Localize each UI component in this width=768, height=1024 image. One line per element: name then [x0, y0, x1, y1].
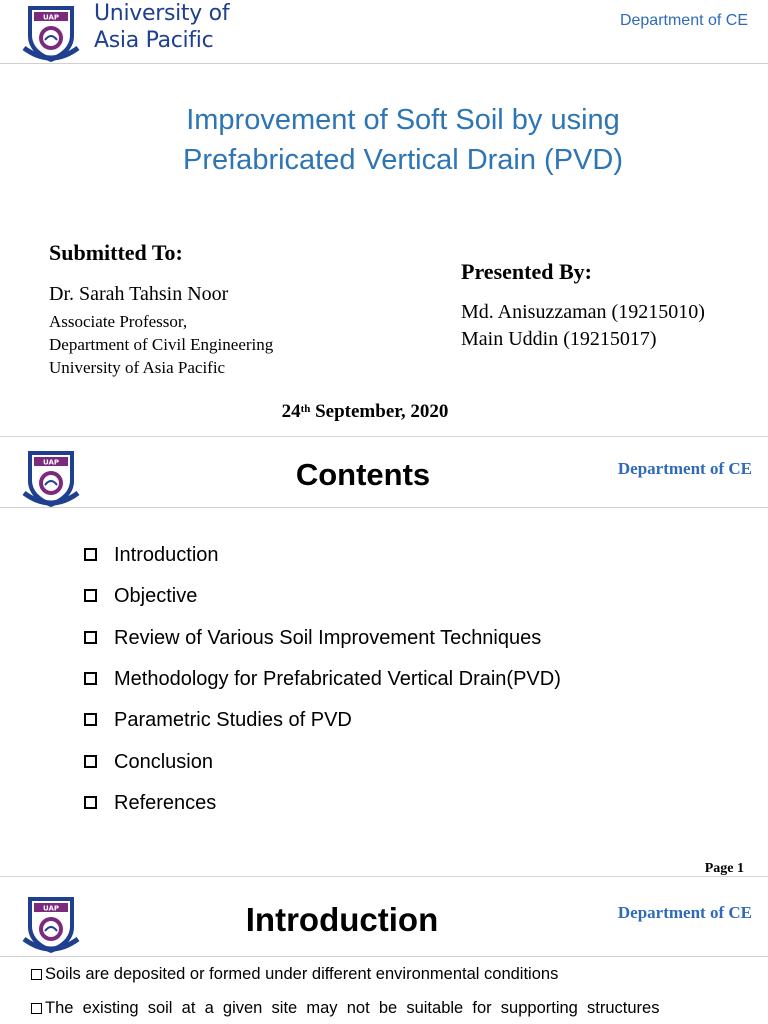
list-item	[84, 576, 561, 617]
checkbox-bullet-icon	[84, 672, 97, 685]
date-rest: September, 2020	[310, 401, 449, 422]
svg-text:UAP: UAP	[42, 13, 60, 22]
header-divider	[0, 956, 768, 957]
list-item	[84, 659, 561, 700]
university-name-line2: Asia Pacific	[94, 28, 214, 53]
introduction-heading: Introduction	[245, 901, 439, 938]
uap-logo-icon	[22, 2, 80, 64]
advisor-title: Associate Professor,	[49, 312, 188, 331]
checkbox-bullet-icon	[84, 796, 97, 809]
intro-bullet-text: Soils are deposited or formed under different environmental conditions	[45, 965, 559, 983]
contents-list	[84, 535, 561, 824]
presented-by-heading: Presented By:	[461, 259, 592, 284]
header-divider	[0, 507, 768, 508]
department-label: Department of CE	[617, 459, 752, 478]
checkbox-bullet-icon	[31, 969, 42, 980]
list-item	[84, 535, 561, 576]
contents-heading: Contents	[295, 457, 431, 492]
contents-slide	[0, 436, 768, 876]
list-item-label: References	[114, 791, 217, 814]
intro-bullet-2	[31, 999, 728, 1018]
introduction-slide	[0, 876, 768, 1024]
advisor-details	[49, 310, 273, 379]
list-item	[84, 700, 561, 741]
submitted-to-heading: Submitted To:	[49, 240, 183, 265]
presentation-title	[0, 100, 768, 180]
university-name	[94, 0, 229, 54]
list-item-label: Methodology for Prefabricated Vertical Drain(PVD)	[114, 668, 561, 691]
advisor-department: Department of Civil Engineering	[49, 335, 274, 354]
advisor-university: University of Asia Pacific	[49, 358, 226, 377]
title-line2: Prefabricated Vertical Drain (PVD)	[183, 144, 623, 176]
presenters-list	[461, 299, 705, 353]
page-number: Page 1	[704, 861, 744, 876]
list-item-label: Conclusion	[114, 750, 213, 773]
list-item-label: Parametric Studies of PVD	[114, 709, 352, 732]
department-label: Department of CE	[617, 903, 752, 922]
checkbox-bullet-icon	[31, 1003, 42, 1014]
title-line1: Improvement of Soft Soil by using	[186, 104, 620, 136]
list-item	[84, 741, 561, 782]
presenter-2: Main Uddin (19215017)	[461, 328, 657, 350]
list-item-label: Introduction	[114, 544, 219, 567]
list-item-label: Objective	[114, 585, 198, 608]
date-suffix: th	[300, 403, 311, 415]
checkbox-bullet-icon	[84, 589, 97, 602]
svg-text:UAP: UAP	[42, 458, 60, 467]
header-divider	[0, 63, 768, 64]
checkbox-bullet-icon	[84, 755, 97, 768]
intro-bullet-1	[31, 965, 728, 984]
university-name-line1: University of	[94, 1, 230, 26]
presentation-date	[0, 401, 730, 423]
advisor-name: Dr. Sarah Tahsin Noor	[49, 283, 229, 305]
list-item	[84, 783, 561, 824]
presenter-1: Md. Anisuzzaman (19215010)	[461, 301, 705, 323]
svg-text:UAP: UAP	[42, 904, 60, 913]
intro-bullet-text: The existing soil at a given site may not be suitable for supporting structures	[45, 999, 660, 1017]
date-day: 24	[281, 401, 301, 422]
department-label: Department of CE	[619, 12, 748, 29]
checkbox-bullet-icon	[84, 713, 97, 726]
checkbox-bullet-icon	[84, 631, 97, 644]
checkbox-bullet-icon	[84, 548, 97, 561]
title-slide	[0, 0, 768, 436]
list-item	[84, 618, 561, 659]
list-item-label: Review of Various Soil Improvement Techniques	[114, 626, 542, 649]
